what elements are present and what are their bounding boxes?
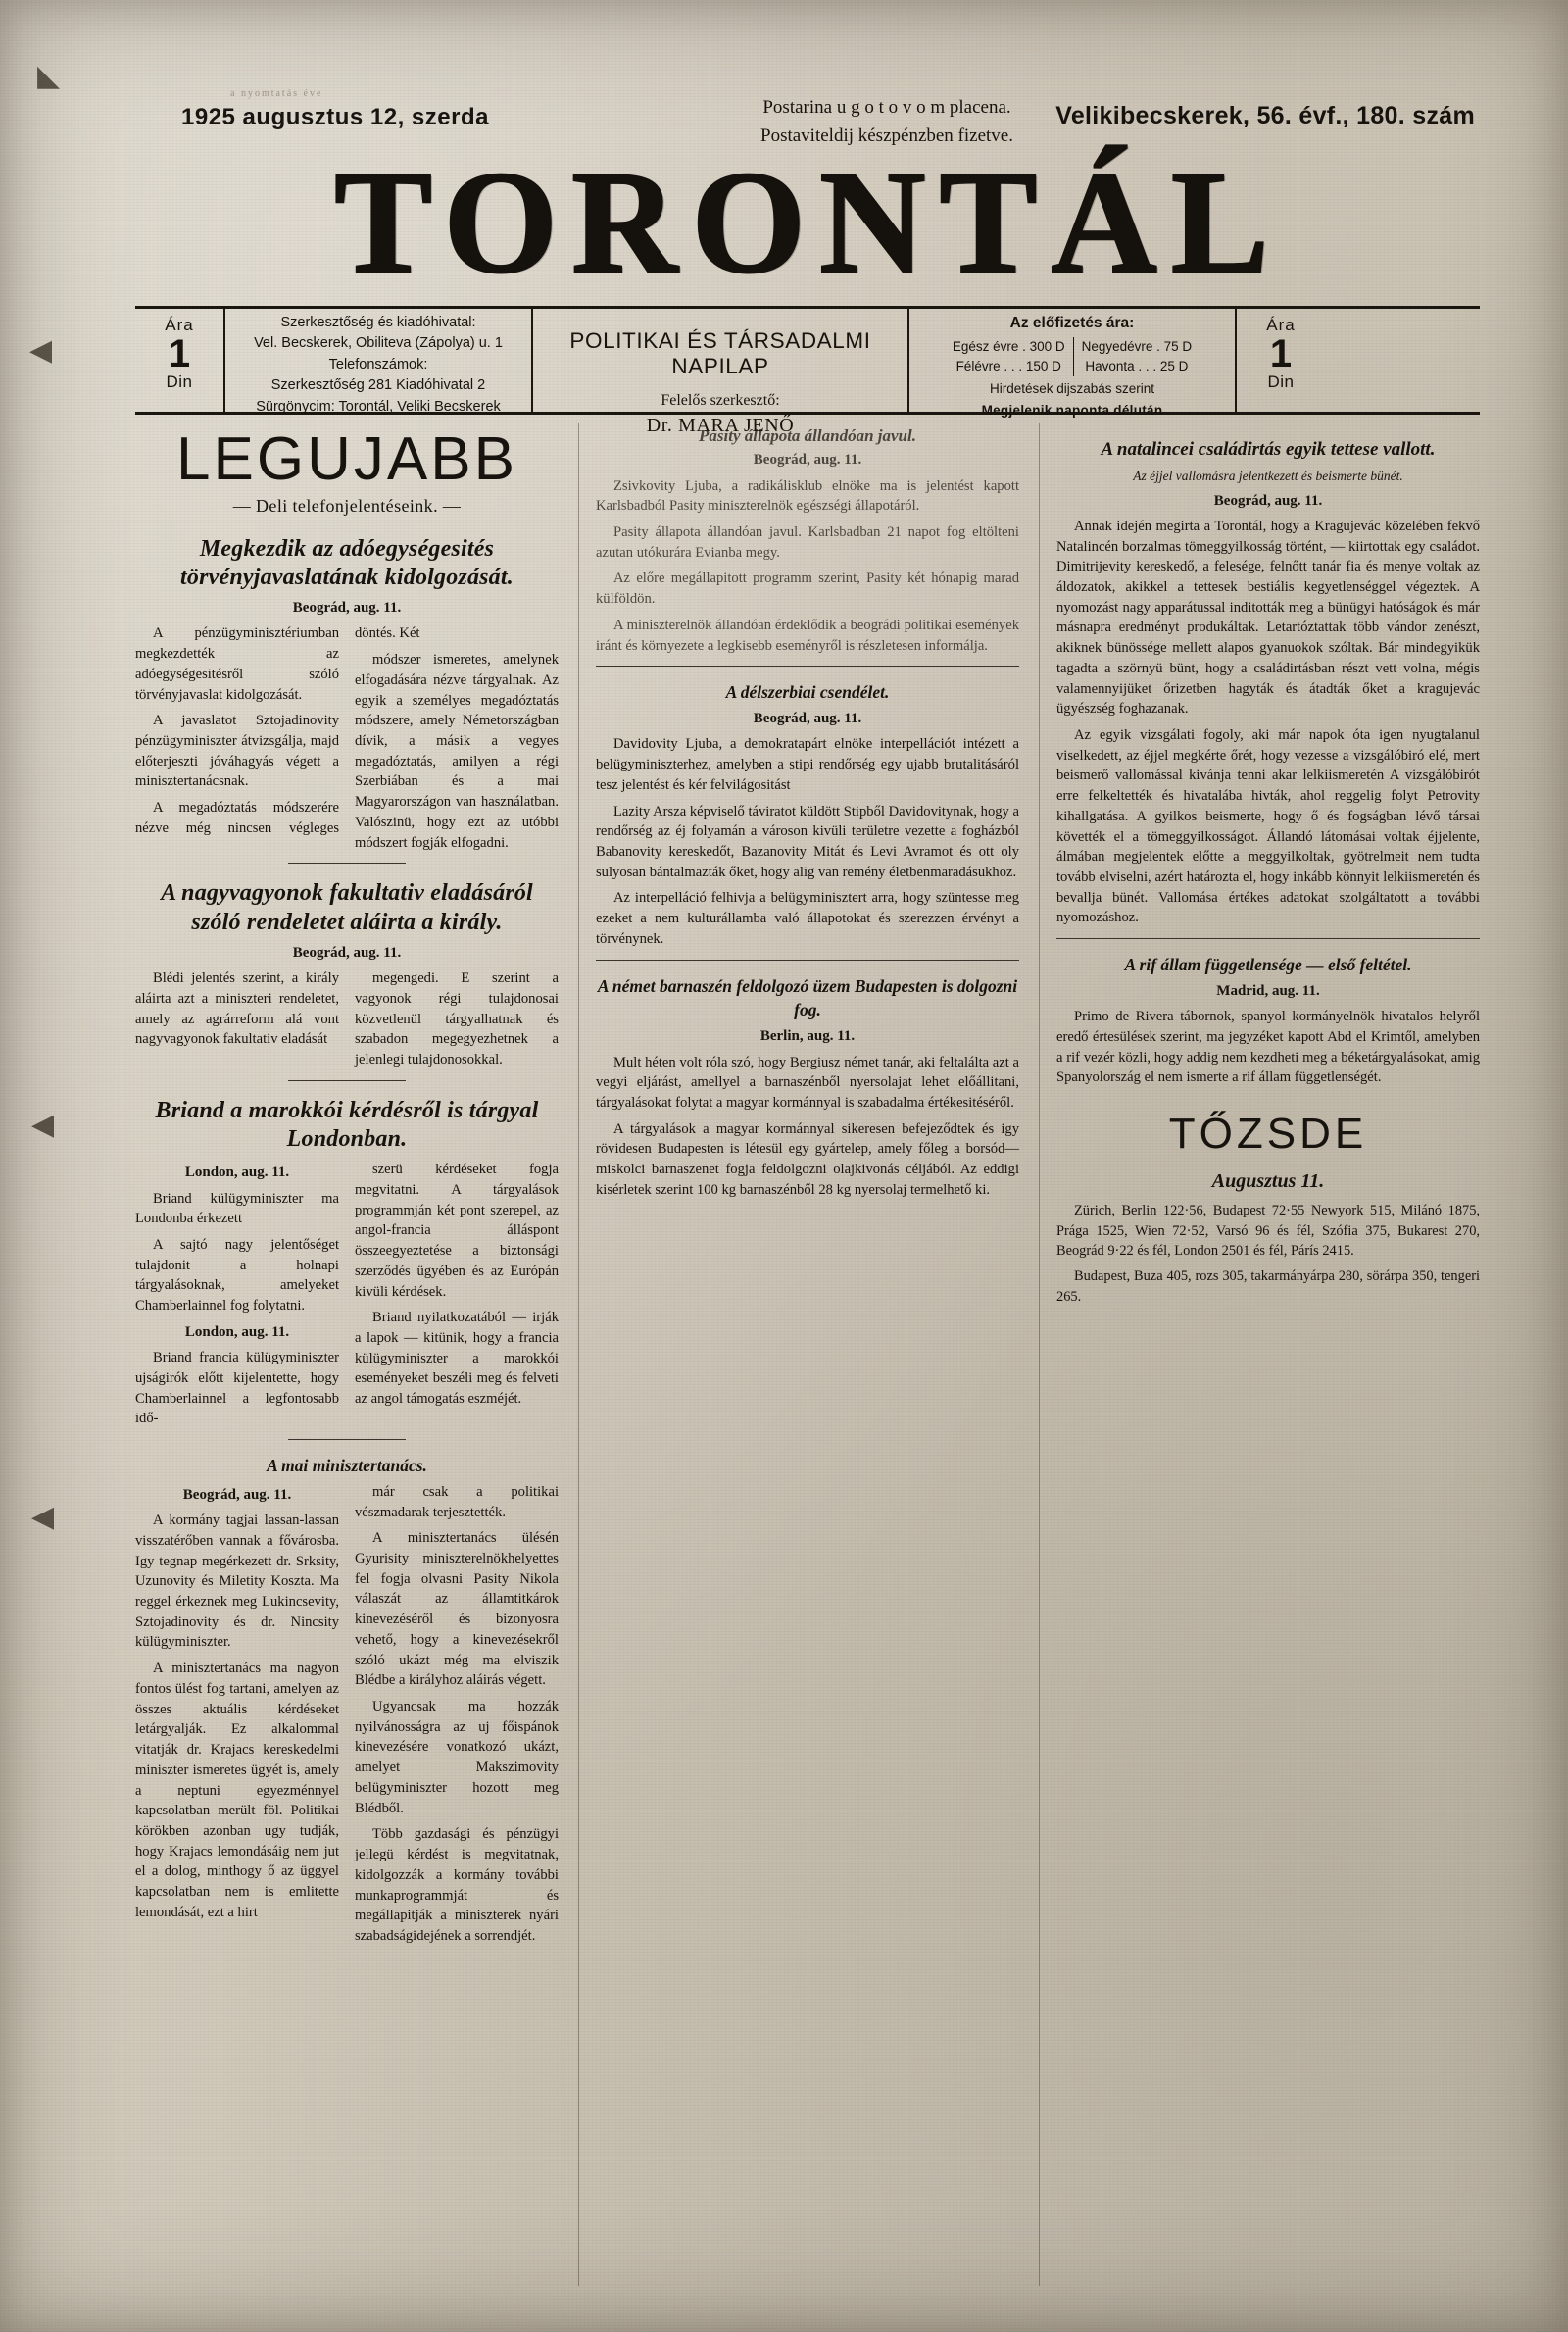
section-rule (288, 1080, 406, 1081)
paragraph: Mult héten volt róla szó, hogy Bergiusz német tanár, aki feltalálta azt a vegyi eljárást, amellyel a barnaszénből nyersolajat lehet előállitani, tárgyalásokat folytat a magyar kormánnyal is szabadalma értékesitéséről. (596, 1054, 1019, 1112)
article-dateline: Beográd, aug. 11. (1213, 492, 1323, 509)
article-title-natalinci-murders: A natalincei családirtás egyik tettese vallott. (1101, 439, 1436, 460)
section-rule (596, 960, 1019, 961)
advertising-note: Hirdetések dijszabás szerint (989, 380, 1155, 396)
article-body-briand-morocco (135, 1160, 559, 1429)
paragraph: Annak idején megirta a Torontál, hogy a Kragujevác közelében fekvő Natalincén borzalmas tömeggyilkosság történt, — kiirtottak egy családot. Dimitrijevity kereskedő, a felesége, felnőtt tanár fia és menye voltak az áldozatok, akikkel a tettesek bestiális kegyetlenséggel végeztek. A nyomozást nagy apparátussal inditották meg a bünügyi hatóságok és már másnapra eredményt produkáltak. Letartóztattak több vándor zenészt, akiknek bünössége mellett alapos gyanuokok szóltak. Bár mindegyikük tagadta a szörnyü bünt, hogy a családirtásban részt vett volna, mégis valamennyijüket őrizetben hagyták és átadták őket a kragujevác ügyészség foghazanak. (1056, 518, 1480, 718)
postal-line-2: Postaviteldij készpénzben fizetve. (760, 124, 1013, 146)
paragraph: A megadóztatás módszerére nézve még nincsen végleges döntés. Két (135, 625, 420, 836)
paragraph: A tárgyalások a magyar kormánnyal sikeresen befejeződtek és igy rövidesen Budapesten is létesül egy gyártelep, amely főleg a borsód—miskolci barnaszenet fogja feldolgozni olajkivonás céljából. Az eddigi kisérletek szerint 100 kg barnaszénből 28 kg nyersolaj termelhető ki. (596, 1120, 1019, 1198)
paragraph: A miniszterelnök állandóan érdeklődik a beográdi politikai események iránt és környezete a legkisebb eseményről is részletesen informálja. (596, 617, 1019, 654)
paragraph: Ugyancsak ma hozzák nyilvánosságra az uj főispánok kinevezésére vonatkozó ukázt, amelyet Makszimovity belügyminiszter hozott meg Blédből. (355, 1699, 559, 1816)
stock-exchange-grain: Budapest, Buza 405, rozs 305, takarmányárpa 280, sörárpa 350, tengeri 265. (1056, 1268, 1480, 1305)
section-rule (596, 666, 1019, 667)
responsible-editor-label: Felelős szerkesztő: (661, 392, 780, 409)
paragraph: A pénzügyminisztériumban megkezdették az adóegységesitésről szóló törvényjavaslat kidolgozását. (135, 625, 339, 703)
paragraph: Briand nyilatkozatából — irják a lapok — kitünik, hogy a francia külügyminiszter a marokkói eseményeket beszéli meg és felveti az angol támogatás eszméjét. (355, 1310, 559, 1408)
margin-mark-icon: ◀ (31, 1500, 55, 1534)
paragraph: Davidovity Ljuba, a demokratapárt elnöke interpellációt intézett a belügyminiszterhez, amelyben a stipi rendőrség egy ujabb brutalitásáról tesz jelentést és kér felvilágositást (596, 736, 1019, 793)
paragraph: Lazity Arsza képviselő táviratot küldött Stipből Davidovitynak, hogy a rendőrség az éj folyamán a városon kivüli területre vezette a fogházból Babanovity kereskedőt, Bazanovity Mitát és Levi Avramot és ott oly sulyosan bántalmazták őket, hogy alig van remény életbenmaradásukhoz. (596, 803, 1019, 880)
paragraph: módszer ismeretes, amelynek elfogadására nézve tárgyalnak. Az egyik a személyes megadóztatás módszere, amely Németországban dívik, a másik a vegyes megadóztatás, amilyen a régi Szerbiában és a mai Magyarországon van használatban. Valószinü, hogy ezt az utóbbi módszert fogják elfogadni. (355, 652, 559, 851)
paragraph: Az interpelláció felhivja a belügyminisztert arra, hogy szüntesse meg ezeket a nem kulturállamba való állapotokat és szerezzen érvényt a törvénynek. (596, 890, 1019, 947)
paragraph: Blédi jelentés szerint, a király aláirta azt a miniszteri rendeletet, amely az agrárreform alá vont nagyvagyonok fakultativ eladását (135, 970, 339, 1048)
price-box-right (1237, 309, 1325, 412)
section-rule (288, 863, 406, 864)
article-dateline: Madrid, aug. 11. (1216, 983, 1320, 1000)
paragraph: A minisztertanács ma nagyon fontos ülést fog tartani, amelyen az összes aktuális kérdéseket letárgyalják. Ez alkalommal vitatják dr. Krajacs kereskedelmi miniszter ismeretes ügyét is, amely a neptuni egyezménnyel kapcsolatban merült föl. Politikai körökben azonban ugy tudják, hogy Krajacs lemondásáig nem jut el a dolog, minthogy ő az üggyel kapcsolatban nem is emlitette lemondását, ezt a hirt (135, 1661, 339, 1920)
subscription-grid (915, 337, 1229, 375)
price-value-left: 1 (168, 332, 191, 375)
margin-mark-icon: ◣ (37, 59, 61, 93)
subscription-monthly: Havonta . . . 25 D (1085, 359, 1189, 374)
section-subheading: — Deli telefonjelentéseink. — (232, 496, 462, 516)
phone-title: Telefonszámok: (328, 357, 428, 373)
price-label-right: Ára (1266, 316, 1296, 334)
column-2 (596, 423, 1019, 2286)
article-body-cabinet-meeting (135, 1482, 559, 1947)
price-label-left: Ára (165, 316, 194, 334)
paragraph: Primo de Rivera tábornok, spanyol kormányelnök hivatalos helyről eredő értesülések szerint, ma jegyzéket kapott Abd el Krimtől, amelyben a rif vezér közli, hogy addig nem kezdheti meg a béketárgyalásokat, amig Spanyolország el nem ismerte a rif állam függetlenségét. (1056, 1009, 1480, 1086)
article-title-estates-sale: A nagyvagyonok fakultativ eladásáról szóló rendeletet aláirta a király. (161, 880, 533, 935)
newspaper-masthead (137, 141, 1480, 304)
article-title-tax-unification: Megkezdik az adóegységesités törvényjavaslatának kidolgozását. (180, 535, 514, 590)
article-body-estates-sale (135, 968, 559, 1070)
article-dateline: Beográd, aug. 11. (753, 711, 862, 727)
column-divider-1 (578, 423, 579, 2286)
column-divider-2 (1039, 423, 1040, 2286)
postal-line-1: Postarina u g o t o v o m placena. (762, 97, 1011, 118)
article-dateline: Beográd, aug. 11. (292, 600, 402, 617)
section-heading-stock-exchange: TŐZSDE (1168, 1110, 1368, 1159)
column-1 (135, 423, 559, 2286)
paragraph: már csak a politikai vészmadarak terjesztették. (355, 1483, 559, 1520)
telegram-address: Sürgönycim: Torontál, Veliki Becskerek (256, 399, 501, 416)
section-rule (1056, 938, 1480, 939)
paragraph: Zsivkovity Ljuba, a radikálisklub elnöke ma is jelentést kapott Karlsbadból Pasity miniszterelnök egészségi állapotáról. (596, 477, 1019, 515)
article-title-cabinet-meeting: A mai minisztertanács. (267, 1456, 427, 1476)
paragraph: Az előre megállapitott programm szerint, Pasity két hónapig marad külföldön. (596, 571, 1019, 608)
article-dateline: London, aug. 11. (184, 1165, 290, 1181)
section-rule (288, 1439, 406, 1440)
article-dateline: London, aug. 11. (184, 1323, 290, 1340)
paragraph: A kormány tagjai lassan-lassan visszatérőben vannak a fővárosba. Igy tegnap megérkezett dr. Srksity, Uzunovity és Miletity Koszta. Ma reggel érkeznek meg Lukincsevity, Sztojadinovity és dr. Nincsity külügyminiszter. (135, 1513, 339, 1651)
price-value-right: 1 (1269, 332, 1293, 375)
subscription-col-right (1074, 337, 1200, 375)
article-title-south-serbia: A délszerbiai csendélet. (725, 682, 890, 703)
margin-mark-icon: ◀ (31, 1108, 55, 1142)
editorial-title: Szerkesztőség és kiadóhivatal: (280, 315, 476, 330)
newspaper-title: TORONTÁL (334, 141, 1283, 304)
stock-exchange-date: Augusztus 11. (1211, 1169, 1325, 1192)
paper-type-label: POLITIKAI ÉS TÁRSADALMI NAPILAP (569, 328, 871, 378)
subscription-col-left (945, 337, 1074, 375)
publication-frequency: Megjelenik naponta délután (981, 403, 1163, 419)
subscription-quarterly: Negyedévre . 75 D (1081, 339, 1193, 355)
price-currency-left: Din (166, 372, 193, 391)
masthead-tiny-note: a nyomtatás éve (230, 88, 323, 99)
masthead-topline (113, 90, 1494, 145)
article-dateline: Beográd, aug. 11. (753, 452, 862, 469)
paragraph: A javaslatot Sztojadinovity pénzügyminiszter átvizsgálja, majd előterjeszti jóváhagyás végett a minisztertanácsnak. (135, 713, 339, 790)
price-box-left (135, 309, 223, 412)
article-body-tax-unification (135, 623, 559, 853)
article-title-rif-independence: A rif állam függetlensége — első feltétel. (1124, 955, 1412, 975)
article-title-pasity-health: Pasity állapota állandóan javul. (699, 426, 916, 445)
issue-identifier: Velikibecskerek, 56. évf., 180. szám (1055, 102, 1475, 129)
subscription-box (909, 309, 1235, 419)
paragraph: szerü kérdéseket fogja megvitatni. A tárgyalások programmján két pont szerepel, az angol-francia álláspont összeegyeztetése a biztonsági szerződés ügyében és az Európán kivüli kérdések. (355, 1162, 559, 1300)
article-columns (135, 423, 1480, 2286)
paragraph: Briand francia külügyminiszter ujságirók előtt kijelentette, hogy Chamberlainnel a legfontosabb idő- (135, 1350, 339, 1427)
masthead-date: 1925 augusztus 12, szerda (181, 104, 489, 130)
phone-numbers: Szerkesztőség 281 Kiadóhivatal 2 (270, 376, 486, 393)
price-currency-right: Din (1267, 372, 1295, 391)
article-dateline: Beográd, aug. 11. (182, 1486, 292, 1503)
subscription-title: Az előfizetés ára: (1009, 315, 1135, 331)
paragraph: Több gazdasági és pénzügyi jellegü kérdést is megvitatnak, kidolgozzák a kormány további munkaprogrammját és megállapitják a miniszterek nyári szabadságidejének a sorrendjét. (355, 1826, 559, 1944)
paragraph: Pasity állapota állandóan javul. Karlsbadban 21 napot fog eltölteni azutan utókurára Evianba megy. (596, 523, 1019, 561)
section-heading-latest: LEGUJABB (176, 425, 517, 493)
subscription-yearly: Egész évre . 300 D (952, 339, 1065, 355)
paragraph: A sajtó nagy jelentőséget tulajdonit a holnapi tárgyalásoknak, amelyeket Chamberlainnel fog folytatni. (135, 1236, 339, 1315)
article-dateline: Beográd, aug. 11. (292, 944, 402, 961)
stock-exchange-rates: Zürich, Berlin 122·56, Budapest 72·55 Newyork 515, Milánó 1875, Prága 1525, Wien 72·52, Varsó 96 és fél, Szófia 375, Bukarest 270, Beográd 9·22 és fél, London 2501 és fél, Párís 2415. (1056, 1203, 1480, 1259)
editorial-address: Vel. Becskerek, Obiliteva (Zápolya) u. 1 (254, 334, 503, 351)
column-3 (1056, 423, 1480, 2286)
article-subtitle-natalinci: Az éjjel vallomásra jelentkezett és beismerte bünét. (1133, 468, 1403, 483)
paragraph: Az egyik vizsgálati fogoly, aki már napok óta igen nyugtalanul viselkedett, az éjjel megkérte őrét, hogy vezesse a vizsgálóbiró elé, mert beismerő vallomással kivánja tenni akar lelkiismeretén A vizsgálóbirót erre felkeltették és hivatalába hivták, ahol reggelig folyt Petrovity kihallgatása. A gyilkos beismerte, hogy ő és fogságban lévő társai követték el a tömeggyilkosságot. Állandó látomásai voltak éjjelente, álmában megjelentek előtte a meggyilkoltak, gyötrelmeit nem tudta tovább elviselni, azért határozta el, hogy inkább könnyit lelkiismeretén és bevallja bünét. Vallomása értékes adatokat szolgáltatott a további nyomozáshoz. (1056, 727, 1480, 926)
article-dateline: Berlin, aug. 11. (760, 1028, 856, 1045)
paragraph: Briand külügyminiszter ma Londonba érkezett (135, 1190, 339, 1227)
paragraph: A minisztertanács ülésén Gyurisity miniszterelnökhelyettes fel fogja olvasni Pasity Nikola válaszát az államtitkárok kinevezéséről és bizonyosra vehető, hogy a kinevezésekről szóló ukázt még ma elviszik Blédbe a királyhoz aláirás végett. (355, 1530, 559, 1689)
editor-name: Dr. MARA JENŐ (646, 415, 795, 436)
paragraph: megengedi. E szerint a vagyonok régi tulajdonosai közvetlenül tárgyalhatnak és szabadon megegyezhetnek a jelenlegi tulajdonosokkal. (355, 970, 559, 1067)
editorial-office-box (225, 309, 531, 416)
subscription-halfyear: Félévre . . . 150 D (956, 359, 1061, 374)
margin-mark-icon: ◀ (29, 333, 53, 368)
article-title-briand-morocco: Briand a marokkói kérdésről is tárgyal Londonban. (155, 1097, 539, 1152)
article-title-lignite-plant: A német barnaszén feldolgozó üzem Budapesten is dolgozni fog. (597, 975, 1018, 1020)
